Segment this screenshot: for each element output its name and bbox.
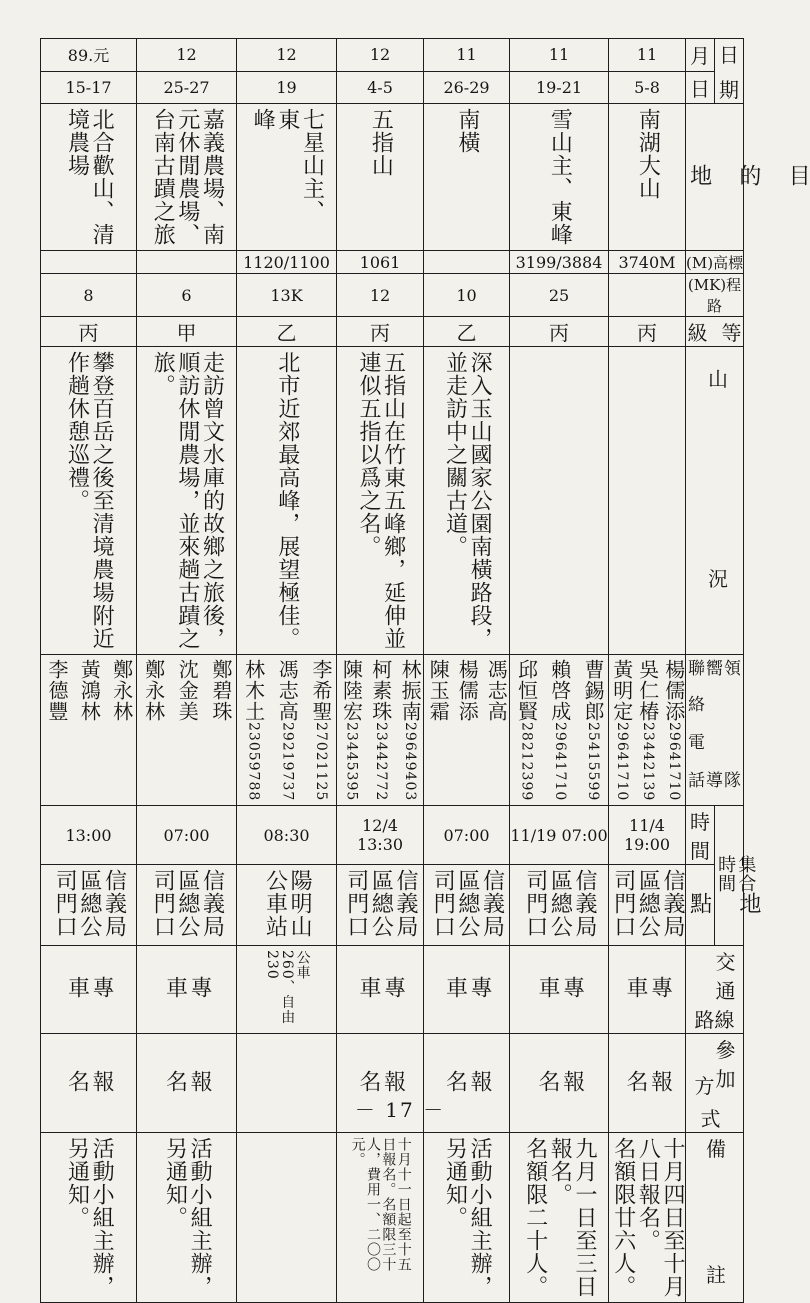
leader-phone: 23442139: [639, 722, 656, 802]
signup-text: 報 名: [356, 1069, 406, 1093]
cell-destination: [137, 104, 237, 251]
leader-name: 柯素珠: [368, 659, 393, 722]
conditions-text: 走訪曾文水庫的故鄉之旅後， 順訪休閒農場，並來趟古蹟之 旅。: [150, 351, 225, 650]
cell-height: [337, 251, 424, 274]
row-remarks: [41, 1133, 744, 1303]
cell-meet-time: [510, 806, 609, 865]
label-height-text: (M)高標: [686, 253, 744, 272]
meet-place-text: 信義局 區總公 司門口: [430, 869, 505, 938]
cell-distance: [41, 274, 137, 317]
leader-entry: [309, 659, 331, 801]
cell-month: [510, 39, 609, 72]
cell-month: [137, 39, 237, 72]
leader-entry: [369, 659, 391, 801]
meet-place-text: 信義局 區總公 司門口: [343, 869, 418, 938]
leader-name: 李德豐: [44, 659, 69, 722]
transport-text: 專 車: [162, 976, 213, 999]
meet-time-text: 11/4 19:00: [623, 816, 671, 854]
leader-phone: 23442772: [372, 722, 389, 802]
label-transport-b: 路線: [694, 1008, 735, 1032]
distance-text: 12: [369, 285, 391, 305]
meet-place-text: 信義局 區總公 司門口: [610, 869, 685, 938]
cell-destination: [337, 104, 424, 251]
cell-remarks: [41, 1133, 137, 1303]
leader-entry: [610, 659, 632, 801]
label-signup-b: 方: [694, 1074, 715, 1098]
month-text: 12: [369, 45, 391, 65]
cell-distance: [237, 274, 337, 317]
leader-name: 曹錫郎: [581, 659, 606, 722]
destination-text: 七星山主、 東 峰: [250, 108, 325, 223]
label-destination: [686, 104, 810, 251]
cell-transport: [609, 946, 686, 1034]
cell-distance: [609, 274, 686, 317]
leader-list: [237, 659, 336, 801]
leader-entry: [548, 659, 570, 801]
height-text: 1120/1100: [243, 252, 330, 272]
cell-height: [237, 251, 337, 274]
remarks-text: 十月十一日起至十五 日報名。名額限三十 人，費用一、二〇〇 元。: [349, 1137, 412, 1272]
meet-place-text: 信義局 區總公 司門口: [52, 869, 127, 938]
cell-leaders: [510, 655, 609, 806]
leader-entry: [485, 659, 507, 722]
meet-time-text: 07:00: [443, 825, 490, 845]
leader-entry: [276, 659, 298, 801]
signup-text: 報 名: [442, 1069, 493, 1093]
leader-name: 吳仁椿: [635, 659, 660, 722]
leader-list: [424, 659, 509, 722]
cell-grade: [510, 317, 609, 347]
cell-conditions: [510, 347, 609, 655]
leader-phone: 27021125: [312, 722, 329, 802]
cell-transport: [337, 946, 424, 1034]
cell-meet-time: [337, 806, 424, 865]
grade-text: 丙: [370, 321, 390, 345]
month-text: 12: [276, 45, 297, 65]
transport-text: 專 車: [64, 976, 115, 999]
distance-text: 8: [83, 285, 94, 305]
leader-name: 鄭永林: [141, 659, 166, 722]
label-grade-b: 等: [721, 321, 742, 345]
transport-text: 專 車: [535, 976, 585, 999]
label-conditions: [686, 347, 744, 655]
grade-text: 丙: [637, 321, 657, 345]
cell-month: [609, 39, 686, 72]
label-height: [686, 251, 744, 274]
label-signup-c: 式: [700, 1107, 721, 1131]
leader-entry: [142, 659, 164, 722]
cell-conditions: [337, 347, 424, 655]
leader-phone: 29219737: [279, 722, 296, 802]
cell-month: [424, 39, 510, 72]
meet-place-text: 信義局 區總公 司門口: [150, 869, 225, 938]
cell-month: [337, 39, 424, 72]
label-leader-g: 電: [688, 733, 705, 753]
cell-transport: [510, 946, 609, 1034]
label-remarks: [686, 1133, 744, 1303]
cell-transport: [237, 946, 337, 1034]
day-text: 4-5: [367, 77, 393, 97]
cell-meet-place: [609, 865, 686, 946]
leader-name: 李希聖: [308, 659, 333, 722]
label-day: [686, 71, 715, 104]
leader-phone: 23445395: [343, 722, 360, 802]
day-text: 19-21: [535, 77, 583, 97]
cell-grade: [337, 317, 424, 347]
cell-height: [510, 251, 609, 274]
signup-text: 報 名: [623, 1069, 673, 1093]
month-text: 11: [456, 45, 477, 65]
label-leader-b: 嚮: [706, 659, 723, 679]
meet-place-text: 信義局 區總公 司門口: [522, 869, 597, 938]
label-leader-c: 導: [706, 771, 723, 791]
grade-text: 乙: [456, 321, 477, 345]
cell-day: [337, 71, 424, 104]
cell-transport: [137, 946, 237, 1034]
cell-destination: [510, 104, 609, 251]
transport-text: 專 車: [356, 976, 406, 999]
cell-meet-place: [337, 865, 424, 946]
cell-leaders: [337, 655, 424, 806]
label-signup-a: 參加: [715, 1038, 736, 1091]
label-meet-place-text: 地 點: [686, 891, 761, 915]
distance-text: 10: [456, 285, 477, 305]
conditions-text: 北市近郊最高峰，展望極佳。: [274, 351, 300, 650]
leader-phone: 25415599: [585, 722, 602, 802]
leader-name: 楊儒添: [455, 659, 480, 722]
day-text: 19: [276, 77, 297, 97]
leader-entry: [340, 659, 362, 801]
label-distance-text: (MK)程路: [687, 276, 742, 315]
signup-text: 報 名: [64, 1069, 115, 1093]
label-grade-a: 級: [687, 321, 708, 345]
cell-conditions: [137, 347, 237, 655]
row-grade: [41, 317, 744, 347]
cell-meet-time: [41, 806, 137, 865]
cell-grade: [424, 317, 510, 347]
cell-height: [609, 251, 686, 274]
leader-entry: [515, 659, 537, 801]
leader-phone: 28212399: [518, 722, 535, 802]
label-meet-time-text: 時間: [690, 810, 710, 863]
destination-text: 北合歡山、清 境農場: [64, 108, 115, 246]
row-meet-place: [41, 865, 744, 946]
leader-list: [609, 659, 685, 801]
destination-text: 雪山主、東峰: [547, 108, 573, 246]
distance-text: 13K: [270, 285, 303, 305]
cell-transport: [41, 946, 137, 1034]
leader-list: [337, 659, 423, 801]
cell-remarks: [424, 1133, 510, 1303]
distance-text: 6: [181, 285, 192, 305]
height-text: 3199/3884: [515, 252, 603, 272]
cell-day: [137, 71, 237, 104]
day-text: 26-29: [443, 77, 490, 97]
cell-destination: [41, 104, 137, 251]
cell-day: [41, 71, 137, 104]
leader-phone: 29641710: [665, 722, 682, 802]
conditions-text: 五指山在竹東五峰鄉，延伸並 連似五指以爲之名。: [356, 351, 406, 650]
cell-meet-time: [137, 806, 237, 865]
cell-meet-place: [424, 865, 510, 946]
leader-name: 賴啓成: [547, 659, 572, 722]
meet-time-text: 07:00: [163, 825, 210, 845]
leader-name: 馮志高: [275, 659, 300, 722]
label-leader-f: 絡: [688, 695, 705, 715]
leader-name: 楊儒添: [661, 659, 686, 722]
day-text: 25-27: [163, 77, 210, 97]
destination-text: 南橫: [454, 108, 480, 154]
cell-meet-time: [609, 806, 686, 865]
leader-phone: 29641710: [551, 722, 568, 802]
cell-remarks: [137, 1133, 237, 1303]
cell-height: [424, 251, 510, 274]
row-month: [41, 39, 744, 72]
leader-name: 黃鴻林: [77, 659, 102, 722]
leader-name: 林振南: [398, 659, 423, 722]
remarks-text: 九月一日至三日 報名。 名額限二十人。: [522, 1137, 597, 1298]
leader-name: 沈金美: [175, 659, 200, 722]
cell-conditions: [41, 347, 137, 655]
cell-month: [237, 39, 337, 72]
row-height: [41, 251, 744, 274]
label-leaders: [686, 655, 744, 806]
cell-conditions: [237, 347, 337, 655]
label-conditions-b: 況: [708, 567, 728, 591]
cell-leaders: [137, 655, 237, 806]
remarks-text: 十月四日至十月 八日報名。 名額限廿六人。: [610, 1137, 685, 1298]
row-transport: [41, 946, 744, 1034]
remarks-text: 活動小組主辦， 另通知。: [162, 1137, 213, 1298]
cell-day: [424, 71, 510, 104]
cell-transport: [424, 946, 510, 1034]
cell-leaders: [237, 655, 337, 806]
cell-day: [237, 71, 337, 104]
leader-entry: [110, 659, 132, 722]
conditions-text: 攀登百岳之後至清境農場附近 作趟休憩巡禮。: [64, 351, 115, 650]
grade-text: 丙: [78, 321, 99, 345]
leader-name: 馮志高: [484, 659, 509, 722]
leader-name: 陳陸宏: [339, 659, 364, 722]
cell-day: [609, 71, 686, 104]
remarks-text: 活動小組主辦， 另通知。: [442, 1137, 493, 1298]
meet-time-text: 08:30: [263, 825, 310, 845]
label-date-b: 期: [719, 78, 739, 102]
label-meet-time: [686, 806, 715, 865]
cell-height: [137, 251, 237, 274]
leader-entry: [176, 659, 198, 722]
transport-text: 專 車: [442, 976, 493, 999]
meet-time-text: 11/19 07:00: [510, 825, 608, 845]
cell-grade: [609, 317, 686, 347]
cell-meet-place: [137, 865, 237, 946]
cell-remarks: [237, 1133, 337, 1303]
leader-name: 林木土: [241, 659, 266, 722]
row-meet-time: [41, 806, 744, 865]
leader-phone: 23059788: [245, 722, 262, 802]
remarks-text: 活動小組主辦， 另通知。: [64, 1137, 115, 1298]
label-conditions-a: 山: [708, 367, 728, 391]
label-transport-a: 交通: [715, 950, 736, 1003]
label-month: [686, 39, 715, 72]
leader-phone: 29641710: [613, 722, 630, 802]
label-destination-text: 目 的 地: [686, 163, 810, 187]
label-distance: [686, 274, 744, 317]
destination-text: 嘉義農場、南 元休閒農場、 台南古蹟之旅: [150, 108, 225, 246]
row-distance: [41, 274, 744, 317]
cell-remarks: [510, 1133, 609, 1303]
cell-destination: [609, 104, 686, 251]
label-remarks-a: 備: [706, 1137, 726, 1161]
leader-entry: [581, 659, 606, 802]
row-destination: [41, 104, 744, 251]
leader-name: 鄭永林: [109, 659, 134, 722]
label-leader-a: 領: [724, 659, 741, 679]
cell-meet-time: [237, 806, 337, 865]
label-date-a: 日: [719, 43, 739, 67]
leader-entry: [456, 659, 478, 722]
cell-meet-time: [424, 806, 510, 865]
label-leader-h: 話: [688, 771, 705, 791]
cell-day: [510, 71, 609, 104]
height-text: 3740M: [618, 252, 676, 272]
cell-destination: [424, 104, 510, 251]
signup-text: 報 名: [535, 1069, 585, 1093]
leader-phone: 29649403: [402, 722, 419, 802]
destination-text: 南湖大山: [635, 108, 661, 200]
label-date: [715, 39, 744, 104]
day-text: 15-17: [65, 77, 112, 97]
label-month-text: 月: [690, 44, 710, 69]
cell-distance: [510, 274, 609, 317]
month-text: 12: [176, 45, 197, 65]
cell-destination: [237, 104, 337, 251]
cell-height: [41, 251, 137, 274]
cell-meet-place: [41, 865, 137, 946]
leader-name: 陳玉霜: [426, 659, 451, 722]
meet-place-text: 陽明山 公車站: [262, 869, 313, 938]
day-text: 5-8: [634, 77, 660, 97]
meet-time-text: 13:00: [65, 825, 112, 845]
leader-entry: [45, 659, 67, 722]
label-grade: [686, 317, 744, 347]
cell-leaders: [424, 655, 510, 806]
leader-list: [137, 659, 236, 722]
cell-distance: [337, 274, 424, 317]
cell-grade: [41, 317, 137, 347]
label-leader-e: 聯: [688, 659, 705, 679]
row-conditions: [41, 347, 744, 655]
leader-list: [41, 659, 136, 722]
signup-text: 報 名: [162, 1069, 213, 1093]
leader-entry: [209, 659, 231, 722]
cell-grade: [137, 317, 237, 347]
leader-list: [510, 659, 608, 801]
leader-name: 鄭碧珠: [208, 659, 233, 722]
transport-text: 專 車: [623, 976, 673, 999]
cell-month: [41, 39, 137, 72]
row-leaders: [41, 655, 744, 806]
distance-text: 25: [548, 285, 570, 305]
month-text: 11: [636, 45, 658, 65]
label-day-text: 日: [690, 76, 710, 101]
cell-remarks: [609, 1133, 686, 1303]
destination-text: 五指山: [368, 108, 394, 177]
label-leader-d: 隊: [724, 771, 741, 791]
cell-leaders: [609, 655, 686, 806]
label-remarks-b: 註: [706, 1263, 726, 1287]
leader-entry: [242, 659, 264, 801]
row-day: [41, 71, 744, 104]
leader-entry: [78, 659, 100, 722]
cell-distance: [424, 274, 510, 317]
month-text: 11: [548, 45, 570, 65]
grade-text: 乙: [276, 321, 297, 345]
transport-text: 公車 260、自由 230: [263, 950, 311, 1025]
cell-distance: [137, 274, 237, 317]
grade-text: 甲: [176, 321, 197, 345]
page-number: － 17 －: [354, 1098, 446, 1122]
meet-time-text: 12/4 13:30: [356, 816, 404, 854]
leader-name: 邱恒賢: [514, 659, 539, 722]
label-gather-text: 集合 時間: [715, 854, 757, 893]
leader-entry: [662, 659, 684, 801]
cell-meet-place: [237, 865, 337, 946]
cell-remarks: [337, 1133, 424, 1303]
grade-text: 丙: [549, 321, 569, 345]
month-text: 89.元: [67, 46, 110, 66]
conditions-text: 深入玉山國家公園南橫路段， 並走訪中之關古道。: [442, 351, 493, 650]
leader-name: 黃明定: [609, 659, 634, 722]
cell-grade: [237, 317, 337, 347]
leader-entry: [636, 659, 658, 801]
height-text: 1061: [359, 252, 401, 272]
cell-leaders: [41, 655, 137, 806]
leader-entry: [427, 659, 449, 722]
leader-entry: [398, 659, 423, 802]
cell-meet-place: [510, 865, 609, 946]
cell-conditions: [609, 347, 686, 655]
cell-conditions: [424, 347, 510, 655]
label-transport: [686, 946, 744, 1034]
